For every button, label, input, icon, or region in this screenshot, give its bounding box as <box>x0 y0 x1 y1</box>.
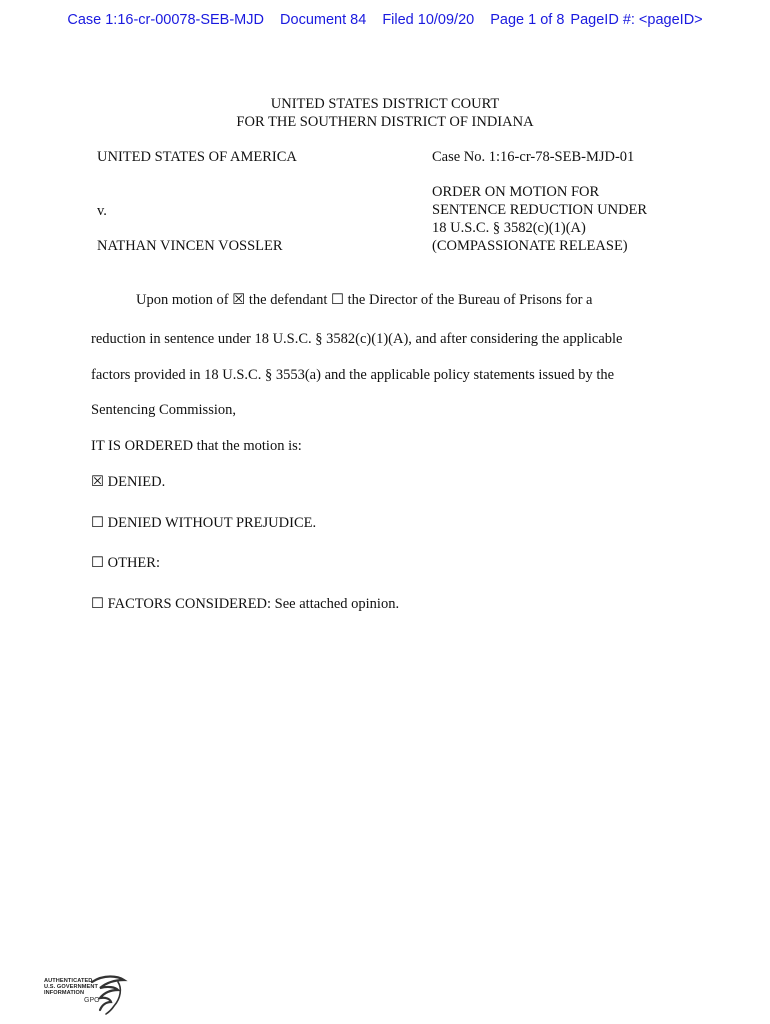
header-page-id: PageID #: <pageID> <box>570 12 703 28</box>
gpo-logo-text: AUTHENTICATED U.S. GOVERNMENT INFORMATION <box>44 978 99 997</box>
court-name-line-1: UNITED STATES DISTRICT COURT <box>270 96 500 112</box>
header-document-number: Document 84 <box>280 12 367 28</box>
ordered-statement: IT IS ORDERED that the motion is: <box>91 438 302 454</box>
option-other: ☐ OTHER: <box>91 555 160 571</box>
motion-paragraph-line-2: reduction in sentence under 18 U.S.C. § 3582(c)(1)(A), and after considering the applicable <box>91 331 623 347</box>
eagle-icon <box>82 972 132 1016</box>
gpo-authenticated-logo <box>44 972 134 1016</box>
caption-versus: v. <box>97 203 107 219</box>
order-title-line-3: 18 U.S.C. § 3582(c)(1)(A) <box>432 220 586 236</box>
option-denied-without-prejudice: ☐ DENIED WITHOUT PREJUDICE. <box>91 515 317 531</box>
ecf-header <box>0 12 770 28</box>
order-title-line-2: SENTENCE REDUCTION UNDER <box>432 202 648 218</box>
caption-plaintiff: UNITED STATES OF AMERICA <box>97 149 297 165</box>
gpo-logo-mark: GPO <box>84 997 100 1004</box>
court-name-line-2: FOR THE SOUTHERN DISTRICT OF INDIANA <box>236 114 534 130</box>
motion-paragraph-line-1: Upon motion of ☒ the defendant ☐ the Director of the Bureau of Prisons for a <box>136 292 593 308</box>
order-title-line-4: (COMPASSIONATE RELEASE) <box>432 238 628 254</box>
header-filed-date: Filed 10/09/20 <box>382 12 475 28</box>
caption-defendant: NATHAN VINCEN VOSSLER <box>97 238 283 254</box>
order-title-line-1: ORDER ON MOTION FOR <box>432 184 600 200</box>
header-case-number: Case 1:16-cr-00078-SEB-MJD <box>67 12 264 28</box>
motion-paragraph-line-3: factors provided in 18 U.S.C. § 3553(a) and the applicable policy statements issued by the <box>91 367 615 383</box>
caption-case-number: Case No. 1:16-cr-78-SEB-MJD-01 <box>432 149 635 165</box>
motion-paragraph-line-4: Sentencing Commission, <box>91 402 236 418</box>
option-factors-considered: ☐ FACTORS CONSIDERED: See attached opinion. <box>91 596 400 612</box>
header-page-count: Page 1 of 8 <box>490 12 565 28</box>
option-denied: ☒ DENIED. <box>91 474 166 490</box>
